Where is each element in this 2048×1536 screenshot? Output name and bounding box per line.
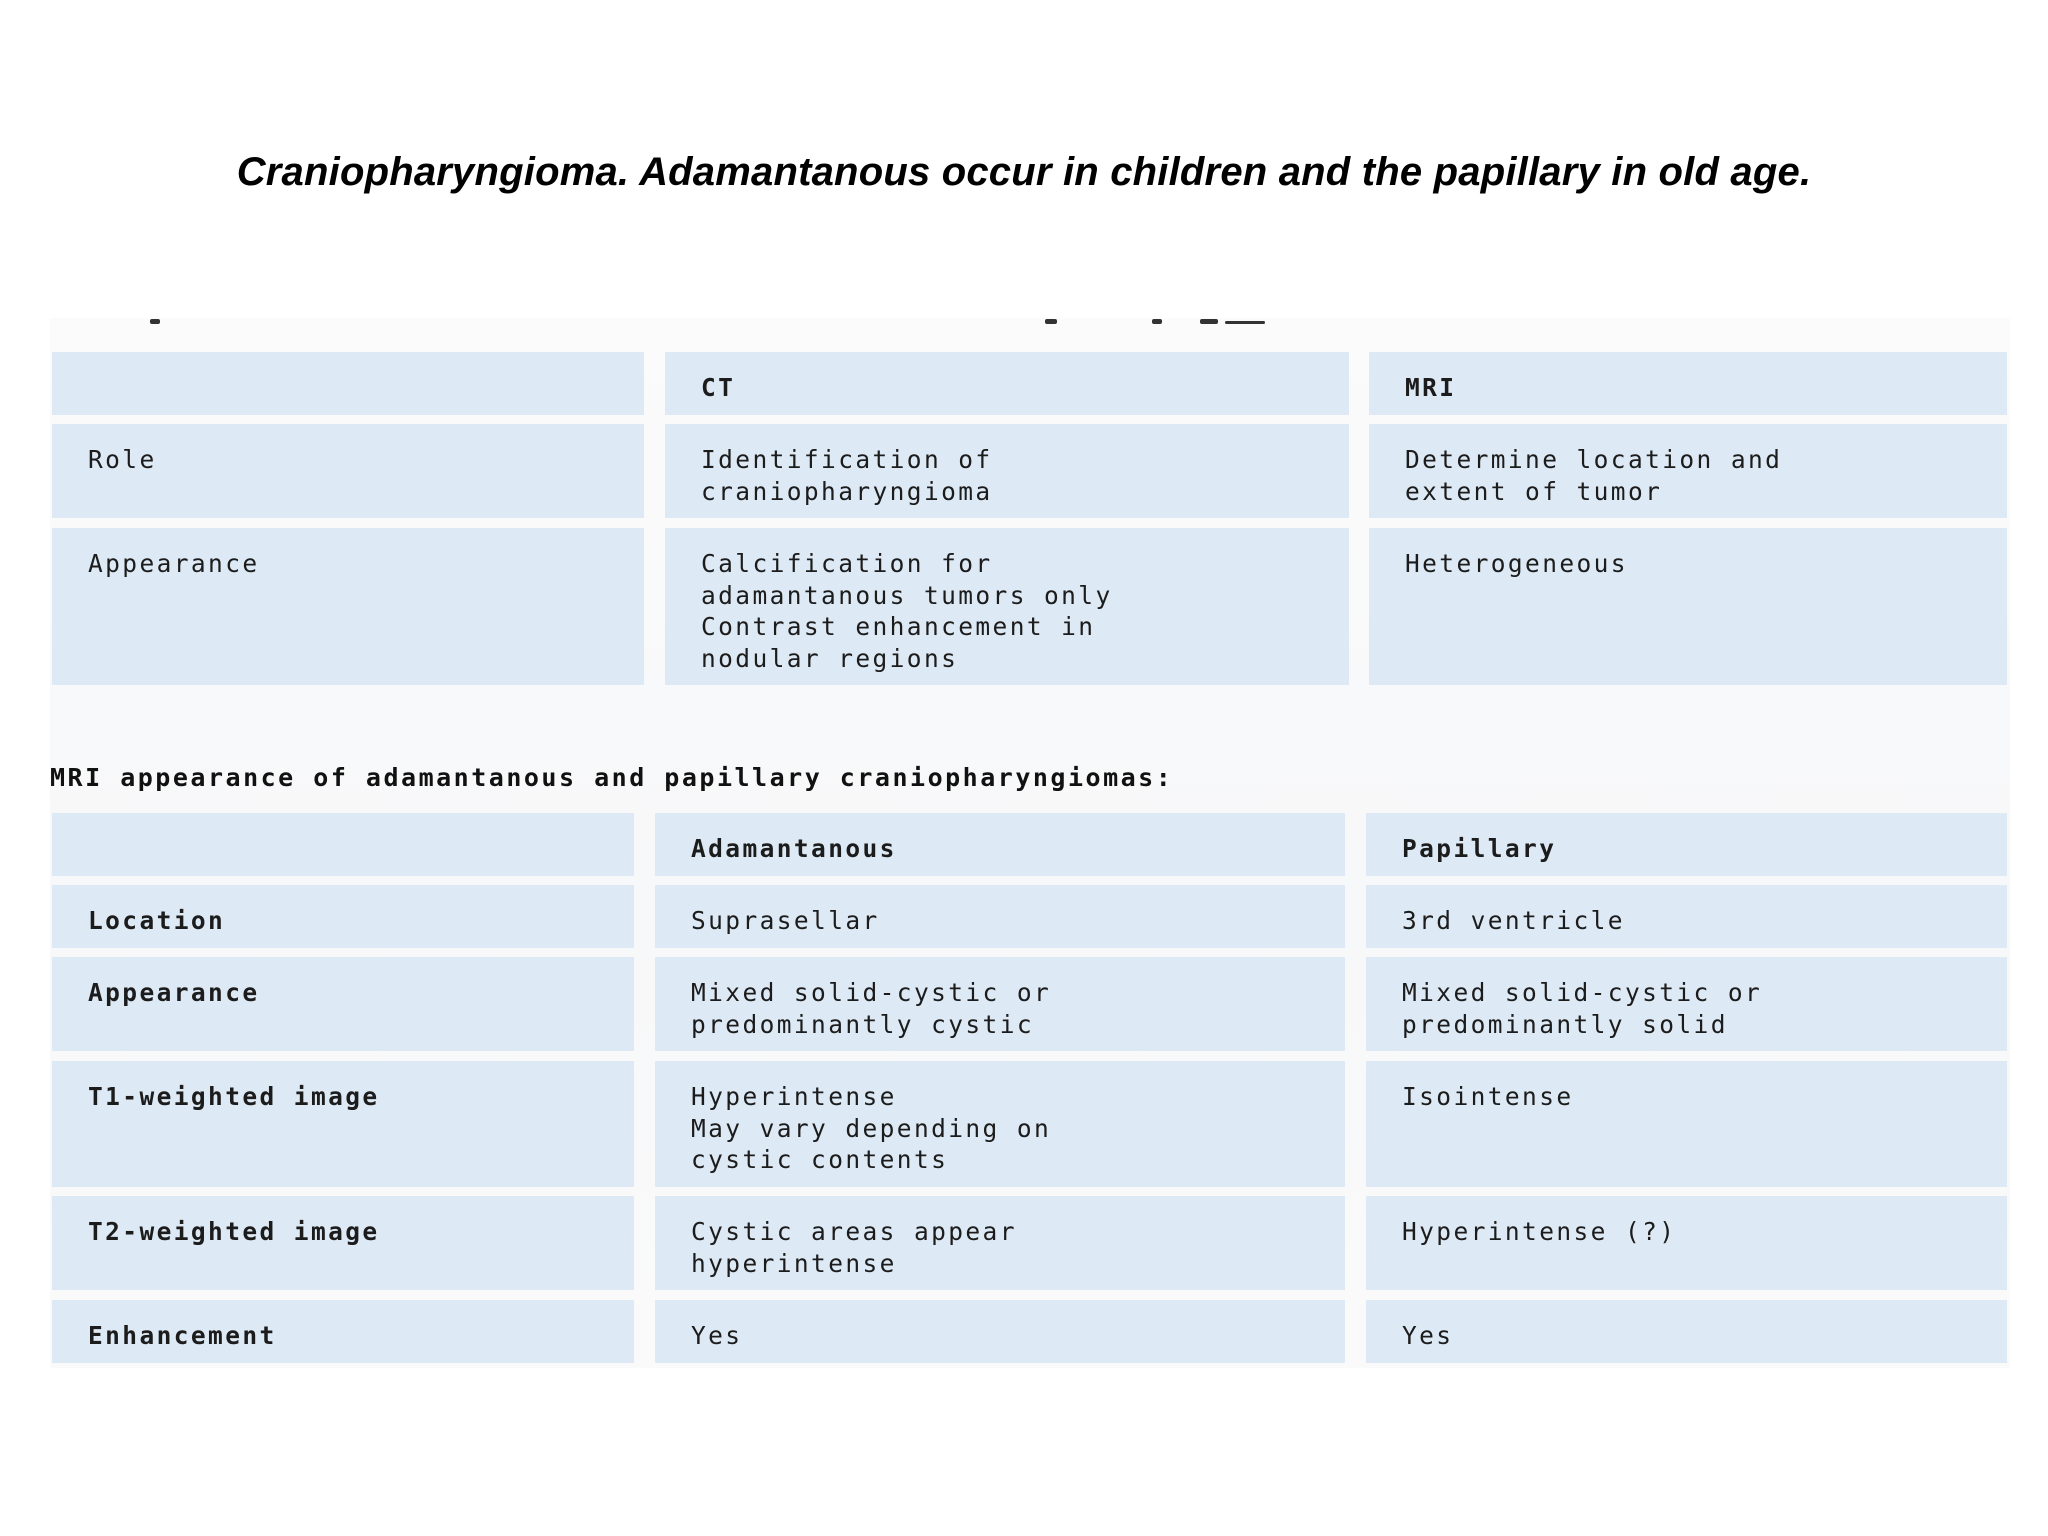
table2-row-t2-label: T2-weighted image: [52, 1196, 634, 1290]
table2-header-adamantanous: Adamantanous: [655, 813, 1345, 876]
table2-row-t1-papillary: Isointense: [1366, 1061, 2007, 1187]
table1-row-appearance-mri: Heterogeneous: [1369, 528, 2007, 685]
table1-row-role-ct: Identification of craniopharyngioma: [665, 424, 1349, 518]
table2-row-appearance-papillary: Mixed solid-cystic or predominantly solid: [1366, 957, 2007, 1051]
table2-row-appearance-label: Appearance: [52, 957, 634, 1051]
table2-row-t1-adamantanous: Hyperintense May vary depending on cystic contents: [655, 1061, 1345, 1187]
table2-header-papillary: Papillary: [1366, 813, 2007, 876]
mri-table-caption: MRI appearance of adamantanous and papillary craniopharyngiomas:: [50, 763, 1174, 792]
table1-row-appearance-ct: Calcification for adamantanous tumors only Contrast enhancement in nodular regions: [665, 528, 1349, 685]
table1-row-role-mri: Determine location and extent of tumor: [1369, 424, 2007, 518]
table2-row-enhancement-papillary: Yes: [1366, 1300, 2007, 1363]
table1-header-mri: MRI: [1369, 352, 2007, 415]
table1-row-appearance-label: Appearance: [52, 528, 644, 685]
table1-header-ct: CT: [665, 352, 1349, 415]
table1-header-empty: [52, 352, 644, 415]
slide-title: Craniopharyngioma. Adamantanous occur in children and the papillary in old age.: [236, 150, 1812, 194]
table2-row-location-adamantanous: Suprasellar: [655, 885, 1345, 948]
table2-row-appearance-adamantanous: Mixed solid-cystic or predominantly cystic: [655, 957, 1345, 1051]
table1-row-role-label: Role: [52, 424, 644, 518]
table2-row-t2-papillary: Hyperintense (?): [1366, 1196, 2007, 1290]
cropped-caption-remnant: [50, 310, 2010, 324]
table2-row-location-label: Location: [52, 885, 634, 948]
table2-row-enhancement-adamantanous: Yes: [655, 1300, 1345, 1363]
table2-row-t2-adamantanous: Cystic areas appear hyperintense: [655, 1196, 1345, 1290]
table2-header-empty: [52, 813, 634, 876]
table2-row-t1-label: T1-weighted image: [52, 1061, 634, 1187]
table2-row-enhancement-label: Enhancement: [52, 1300, 634, 1363]
table2-row-location-papillary: 3rd ventricle: [1366, 885, 2007, 948]
